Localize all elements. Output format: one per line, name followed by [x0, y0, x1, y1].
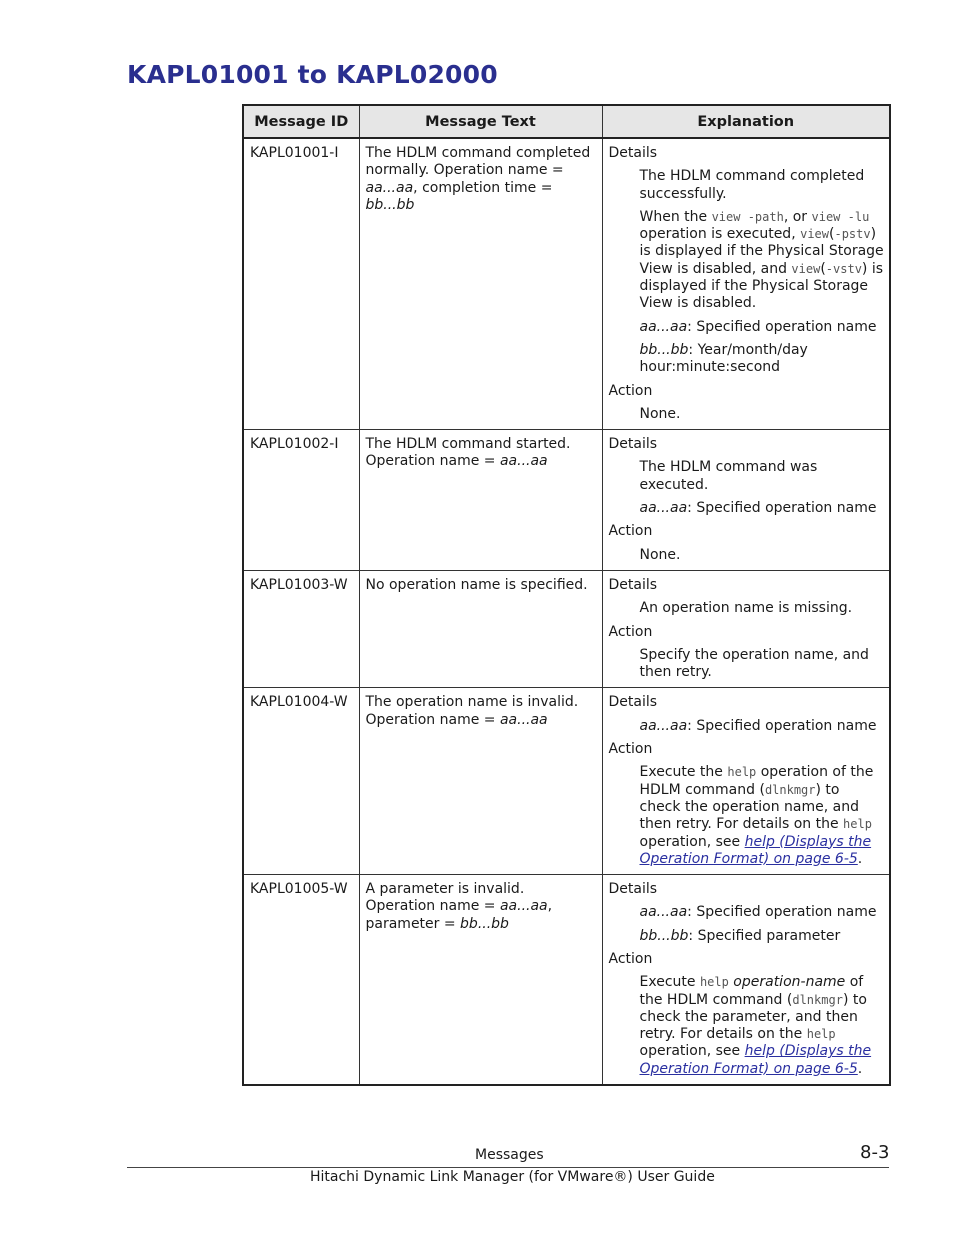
- message-table: [242, 104, 891, 1086]
- header-message-id: Message ID: [243, 105, 359, 138]
- text-run: ) to check the parameter, and then retry. For details on the: [639, 991, 867, 1043]
- placeholder-text: aa...aa: [639, 500, 688, 517]
- text-run: ) is displayed if the Physical Storage View is disabled.: [639, 260, 884, 312]
- command-code: help: [699, 975, 729, 990]
- action-label: Action: [608, 382, 653, 399]
- details-paragraph: [640, 904, 885, 921]
- text-run: operation is executed,: [639, 226, 801, 243]
- text-run: None.: [639, 546, 681, 563]
- text-run: : Specified operation name: [687, 904, 877, 921]
- message-text: [359, 688, 602, 875]
- action-label: Action: [608, 741, 653, 758]
- placeholder-text: aa...aa: [639, 318, 688, 335]
- message-text: [359, 570, 602, 687]
- table-row: [243, 875, 890, 1085]
- explanation: [602, 688, 890, 875]
- text-run: ) is displayed if the Physical Storage View is disabled, and: [639, 226, 884, 277]
- action-paragraph: [640, 547, 885, 564]
- explanation: [602, 875, 890, 1085]
- details-label: Details: [608, 694, 658, 711]
- action-label: Action: [608, 523, 653, 540]
- details-label: Details: [608, 576, 658, 593]
- command-code: -pstv: [834, 227, 871, 242]
- text-run: , parameter =: [365, 898, 553, 932]
- command-code: view -lu: [811, 209, 870, 224]
- placeholder-text: aa...aa: [499, 453, 548, 470]
- placeholder-text: aa...aa: [365, 179, 414, 196]
- details-label: Details: [608, 881, 658, 898]
- message-id: KAPL01001-I: [243, 138, 359, 430]
- message-id: KAPL01003-W: [243, 570, 359, 687]
- header-message-text: Message Text: [359, 105, 602, 138]
- action-paragraph: [640, 647, 885, 682]
- details-paragraph: [640, 342, 885, 377]
- command-code: help: [806, 1027, 836, 1042]
- action-paragraph: [640, 406, 885, 423]
- action-label: Action: [608, 623, 653, 640]
- details-label: Details: [608, 145, 658, 161]
- text-run: (: [829, 226, 835, 243]
- command-code: view: [800, 227, 830, 242]
- message-text: [359, 875, 602, 1085]
- table-row: [243, 688, 890, 875]
- page-title: KAPL01001 to KAPL02000: [127, 60, 498, 89]
- details-paragraph: [640, 600, 885, 617]
- footer-section: Messages: [475, 1147, 544, 1163]
- message-id: KAPL01005-W: [243, 875, 359, 1085]
- details-label: Details: [608, 436, 658, 453]
- details-paragraph: [640, 718, 885, 735]
- text-run: .: [857, 1060, 863, 1077]
- placeholder-text: bb...bb: [639, 341, 689, 358]
- text-run: An operation name is missing.: [639, 600, 853, 617]
- text-run: : Year/month/day hour:minute:second: [639, 341, 808, 376]
- text-run: , completion time =: [413, 179, 553, 196]
- text-run: : Specified operation name: [687, 717, 877, 734]
- command-code: view -path: [711, 209, 784, 224]
- text-run: : Specified parameter: [688, 927, 841, 944]
- explanation: [602, 570, 890, 687]
- table-row: [243, 138, 890, 430]
- text-run: Execute the: [639, 764, 728, 781]
- placeholder-text: aa...aa: [639, 717, 688, 734]
- text-run: ) to check the operation name, and then retry. For details on the: [639, 781, 859, 833]
- text-run: : Specified operation name: [687, 318, 877, 335]
- header-explanation: Explanation: [602, 105, 890, 138]
- placeholder-text: bb...bb: [460, 915, 509, 932]
- text-run: Execute: [639, 974, 700, 991]
- text-run: .: [857, 850, 863, 867]
- placeholder-text: bb...bb: [639, 927, 689, 944]
- explanation: [602, 430, 890, 571]
- command-code: dlnkmgr: [792, 992, 843, 1007]
- table-header-row: [243, 105, 890, 138]
- text-run: operation of the HDLM command (: [639, 764, 874, 798]
- text-run: None.: [639, 405, 681, 422]
- text-run: No operation name is specified.: [365, 576, 588, 593]
- details-paragraph: [640, 459, 885, 494]
- table-row: [243, 570, 890, 687]
- text-run: The HDLM command started. Operation name =: [365, 436, 571, 470]
- text-run: The HDLM command completed successfully.: [639, 168, 865, 202]
- text-run: : Specified operation name: [687, 500, 877, 517]
- details-paragraph: [640, 500, 885, 517]
- action-paragraph: [640, 974, 885, 1078]
- placeholder-text: aa...aa: [499, 711, 548, 728]
- message-text: [359, 138, 602, 430]
- command-code: dlnkmgr: [764, 782, 816, 797]
- command-code: view: [791, 261, 821, 276]
- placeholder-text: operation-name: [733, 974, 846, 991]
- placeholder-text: aa...aa: [499, 898, 548, 915]
- action-paragraph: [640, 764, 885, 868]
- cross-reference-link[interactable]: help (Displays the Operation Format) on page 6-5: [639, 833, 872, 867]
- action-label: Action: [608, 950, 653, 967]
- table-row: [243, 430, 890, 571]
- details-paragraph: [640, 168, 885, 203]
- table-body: [243, 138, 890, 1085]
- details-paragraph: [640, 928, 885, 945]
- message-id: KAPL01004-W: [243, 688, 359, 875]
- message-text: [359, 430, 602, 571]
- footer-divider: [127, 1167, 889, 1168]
- command-code: help: [843, 817, 872, 832]
- placeholder-text: aa...aa: [639, 904, 688, 921]
- cross-reference-link[interactable]: help (Displays the Operation Format) on page 6-5: [639, 1043, 872, 1077]
- details-paragraph: [640, 209, 885, 313]
- text-run: operation, see: [639, 833, 745, 850]
- command-code: -vstv: [825, 261, 862, 276]
- text-run: (: [820, 260, 826, 277]
- text-run: , or: [783, 208, 812, 225]
- footer-page-number: 8-3: [860, 1142, 890, 1163]
- text-run: Specify the operation name, and then retry.: [639, 646, 869, 681]
- text-run: The operation name is invalid. Operation name =: [365, 694, 579, 728]
- text-run: The HDLM command completed normally. Operation name =: [365, 145, 591, 179]
- message-id: KAPL01002-I: [243, 430, 359, 571]
- text-run: The HDLM command was executed.: [639, 459, 818, 493]
- text-run: When the: [639, 208, 712, 225]
- command-code: help: [727, 765, 757, 780]
- explanation: [602, 138, 890, 430]
- footer-document-title: Hitachi Dynamic Link Manager (for VMware®) User Guide: [310, 1169, 715, 1185]
- text-run: operation, see: [639, 1043, 745, 1060]
- details-paragraph: [640, 319, 885, 336]
- placeholder-text: bb...bb: [365, 196, 415, 213]
- text-run: of the HDLM command (: [639, 974, 864, 1008]
- text-run: A parameter is invalid. Operation name =: [365, 881, 525, 915]
